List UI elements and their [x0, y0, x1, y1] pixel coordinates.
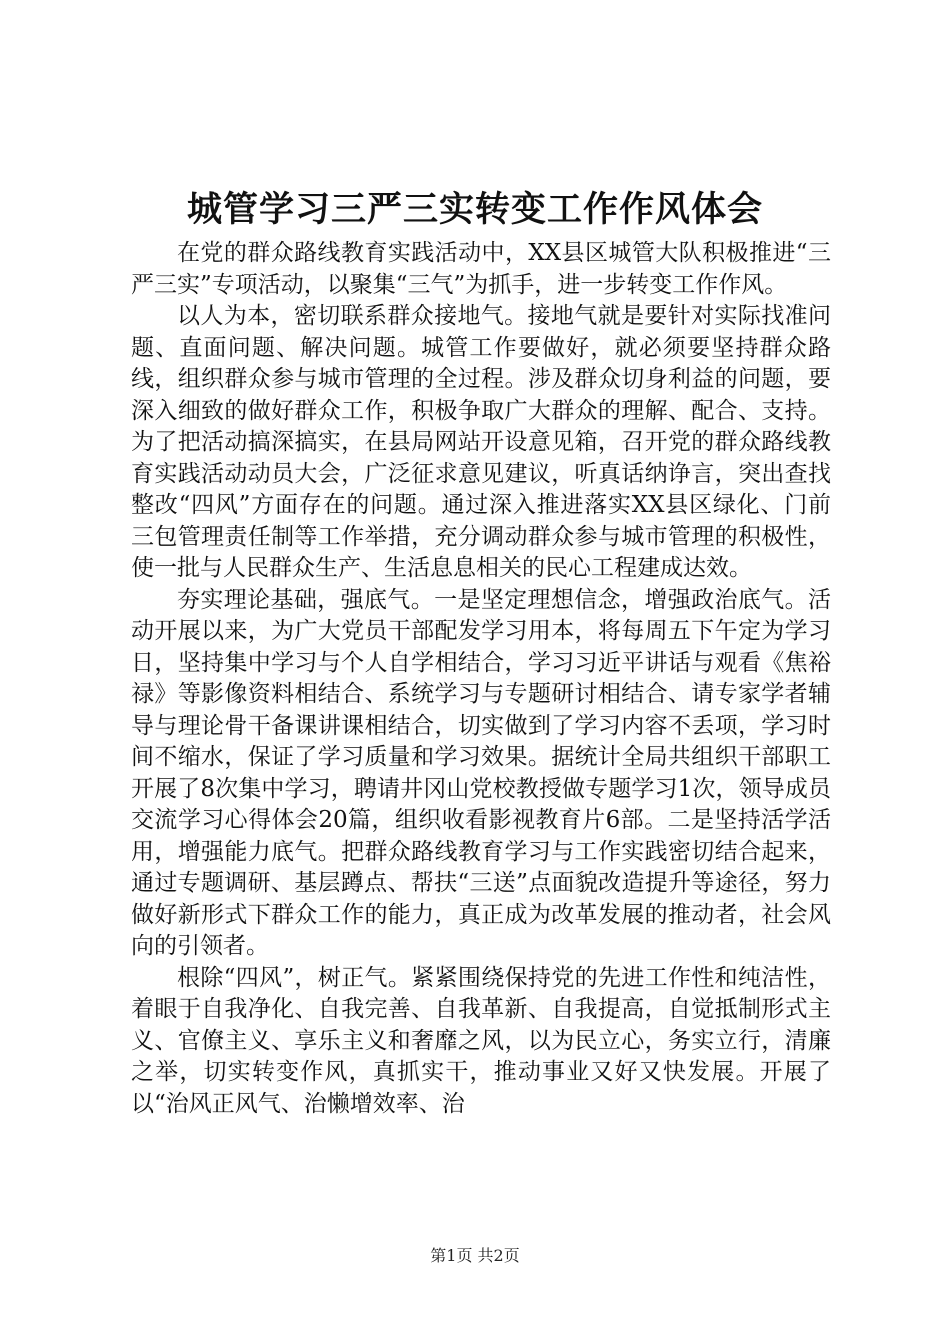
paragraph-connect-people: 以人为本，密切联系群众接地气。接地气就是要针对实际找准问题、直面问题、解决问题。城管工作要做好，就必须要坚持群众路线，组织群众参与城市管理的全过程。涉及群众切身利益的问题，要深入细致的做好群众工作，积极争取广大群众的理解、配合、支持。为了把活动搞深搞实，在县局网站开设意见箱，召开党的群众路线教育实践活动动员大会，广泛征求意见建议，听真话纳诤言，突出查找整改“四风”方面存在的问题。通过深入推进落实XX县区绿化、门前三包管理责任制等工作举措，充分调动群众参与城市管理的积极性，使一批与人民群众生产、生活息息相关的民心工程建成达效。 [131, 303, 831, 581]
page-number-footer: 第1页 共2页 [430, 1246, 520, 1265]
paragraph-intro: 在党的群众路线教育实践活动中，XX县区城管大队积极推进“三严三实”专项活动，以聚集“三气”为抓手，进一步转变工作作风。 [131, 240, 831, 298]
paragraph-theory-foundation: 夯实理论基础，强底气。一是坚定理想信念，增强政治底气。活动开展以来，为广大党员干部配发学习用本，将每周五下午定为学习日，坚持集中学习与个人自学相结合，学习习近平讲话与观看《焦裕禄》等影像资料相结合、系统学习与专题研讨相结合、请专家学者辅导与理论骨干备课讲课相结合，切实做到了学习内容不丢项，学习时间不缩水，保证了学习质量和学习效果。据统计全局共组织干部职工开展了8次集中学习，聘请井冈山党校教授做专题学习1次，领导成员交流学习心得体会20篇，组织收看影视教育片6部。二是坚持活学活用，增强能力底气。把群众路线教育学习与工作实践密切结合起来，通过专题调研、基层蹲点、帮扶“三送”点面貌改造提升等途径，努力做好新形式下群众工作的能力，真正成为改革发展的推动者，社会风向的引领者。 [131, 586, 831, 959]
document-body [131, 238, 831, 1120]
paragraph-eliminate-four-winds: 根除“四风”，树正气。紧紧围绕保持党的先进工作性和纯洁性，着眼于自我净化、自我完善、自我革新、自我提高，自觉抵制形式主义、官僚主义、享乐主义和奢靡之风，以为民立心，务实立行，清廉之举，切实转变作风，真抓实干，推动事业又好又快发展。开展了以“治风正风气、治懒增效率、治 [131, 964, 831, 1117]
document-title: 城管学习三严三实转变工作作风体会 [186, 189, 763, 230]
